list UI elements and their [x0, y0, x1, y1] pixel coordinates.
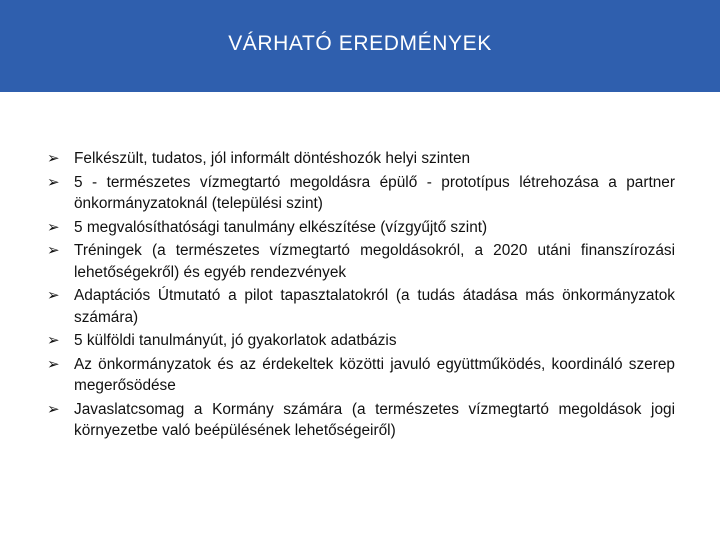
bullet-text-1: Felkészült, tudatos, jól informált döntéshozók helyi szinten — [74, 150, 471, 167]
bullet-item-7 — [47, 354, 675, 397]
bullet-text-8: Javaslatcsomag a Kormány számára (a természetes vízmegtartó megoldások jogi környezetbe való beépülésének lehetőségeiről) — [74, 400, 675, 439]
bullet-item-2 — [47, 172, 675, 215]
arrow-bullet-icon: ➢ — [47, 331, 60, 349]
bullet-text-3: 5 megvalósíthatósági tanulmány elkészítése (vízgyűjtő szint) — [74, 218, 488, 236]
slide-title: VÁRHATÓ EREDMÉNYEK — [228, 32, 492, 55]
bullet-text-2: 5 - természetes vízmegtartó megoldásra épülő - prototípus létrehozása a partner önkormányzatoknál (települési szint) — [74, 173, 675, 212]
bullet-item-1 — [47, 148, 675, 170]
bullet-text-6: 5 külföldi tanulmányút, jó gyakorlatok adatbázis — [74, 332, 397, 349]
bullet-text-5: Adaptációs Útmutató a pilot tapasztalatokról (a tudás átadása más önkormányzatok számára) — [74, 287, 675, 326]
arrow-bullet-icon: ➢ — [47, 286, 60, 304]
arrow-bullet-icon: ➢ — [47, 172, 60, 191]
arrow-bullet-icon: ➢ — [47, 241, 60, 259]
bullet-list — [47, 148, 675, 442]
bullet-text-4: Tréningek (a természetes vízmegtartó megoldásokról, a 2020 utáni finanszírozási lehetőségekről) és egyéb rendezvények — [74, 242, 675, 281]
arrow-bullet-icon: ➢ — [47, 399, 60, 418]
bullet-item-3 — [47, 217, 675, 239]
bullet-text-7: Az önkormányzatok és az érdekeltek közötti javuló együttműködés, koordináló szerep megerősödése — [74, 355, 675, 394]
bullet-item-8 — [47, 399, 675, 442]
bullet-item-6 — [47, 330, 675, 352]
title-bar — [0, 0, 720, 92]
arrow-bullet-icon: ➢ — [47, 149, 60, 167]
slide-content — [47, 148, 675, 444]
bullet-item-5 — [47, 285, 675, 328]
arrow-bullet-icon: ➢ — [47, 354, 60, 373]
arrow-bullet-icon: ➢ — [47, 217, 60, 236]
bullet-item-4 — [47, 240, 675, 283]
